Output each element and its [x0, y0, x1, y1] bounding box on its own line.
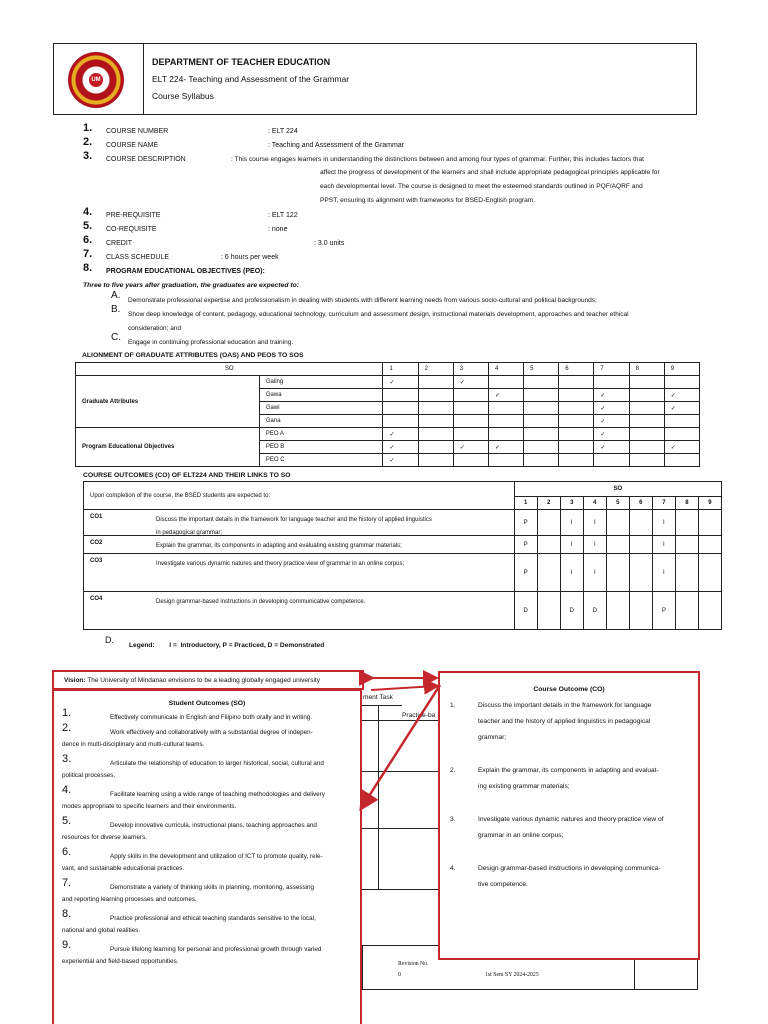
so-column-header: 7 [652, 497, 675, 510]
university-seal-logo: UM [68, 52, 124, 108]
so-column-header: 8 [629, 363, 664, 376]
so-item-continuation: and reporting learning processes and outcomes. [62, 896, 197, 903]
co-popup-line: grammar in an online corpus; [478, 832, 564, 839]
so-item-number: 4. [62, 784, 72, 796]
co-mark-cell: I [583, 510, 606, 536]
so-item-continuation: political processes. [62, 772, 116, 779]
co-mark-cell: D [560, 592, 583, 630]
co-code: CO3 [90, 558, 103, 564]
so-item-continuation: national and global realities. [62, 927, 141, 934]
so-item-number: 5. [62, 815, 72, 827]
so-item-number: 6. [62, 846, 72, 858]
co-mark-cell: D [514, 592, 537, 630]
so-column-header: 1 [514, 497, 537, 510]
co-code: CO1 [90, 514, 103, 520]
so-column-header: 4 [488, 363, 523, 376]
row-label: PEO A [259, 428, 383, 441]
check-cell: ✓ [664, 402, 699, 415]
so-column-header: 5 [524, 363, 559, 376]
check-cell: ✓ [383, 428, 418, 441]
co-mark-cell: I [560, 554, 583, 592]
co-popup-line: Discuss the important details in the framework for language [478, 702, 652, 709]
co-popup-line: tive competence. [478, 881, 528, 888]
so-item-text: Develop innovative curricula, instructional plans, teaching approaches and [110, 822, 317, 829]
co-popup-number: 4. [450, 865, 456, 872]
so-item-number: 1. [62, 707, 72, 719]
so-column-header: 6 [559, 363, 594, 376]
so-item-text: Facilitate learning using a wide range of teaching methodologies and delivery [110, 791, 325, 798]
document-type: Course Syllabus [152, 91, 214, 101]
so-item-continuation: dence in multi-disciplinary and multi-cultural teams. [62, 741, 205, 748]
so-item-text: Demonstrate a variety of thinking skills in planning, monitoring, assessing [110, 884, 315, 891]
co-popup-line: ing existing grammar materials; [478, 783, 570, 790]
so-item-number: 9. [62, 939, 72, 951]
co-mark-cell: P [514, 554, 537, 592]
check-cell: ✓ [594, 415, 629, 428]
co-mark-cell: D [583, 592, 606, 630]
co-mark-cell: I [560, 536, 583, 554]
so-column-header: 3 [453, 363, 488, 376]
row-label: Gawi [259, 402, 383, 415]
course-title: ELT 224- Teaching and Assessment of the Grammar [152, 74, 350, 84]
arrow-line [362, 685, 440, 807]
check-cell: ✓ [383, 376, 418, 389]
so-item-continuation: vant, and sustainable educational practices. [62, 865, 185, 872]
co-text-line1: Explain the grammar, its components in adapting and evaluating existing grammar materials; [156, 543, 402, 549]
check-cell: ✓ [594, 389, 629, 402]
co-popup-number: 2. [450, 767, 456, 774]
so-column-header: 5 [606, 497, 629, 510]
co-table-title: COURSE OUTCOMES (CO) OF ELT224 AND THEIR LINKS TO SO [83, 472, 291, 479]
co-popup-number: 3. [450, 816, 456, 823]
co-text-line1: Investigate various dynamic natures and theory practice view of grammar in an online corpus; [156, 561, 405, 567]
so-item-text: Work effectively and collaboratively with a substantial degree of indepen- [110, 729, 313, 736]
so-item-number: 3. [62, 753, 72, 765]
so-item-continuation: modes appropriate to specific learners and their environments. [62, 803, 237, 810]
co-mark-cell: I [652, 536, 675, 554]
so-column-header: 2 [537, 497, 560, 510]
row-label: PEO C [259, 454, 383, 467]
check-cell: ✓ [594, 441, 629, 454]
co-intro-cell: Upon completion of the course, the BSED students are expected to: [84, 482, 515, 510]
so-item-text: Apply skills in the development and utilization of ICT to promote quality, rele- [110, 853, 323, 860]
co-popup-line: Design grammar-based instructions in developing communica- [478, 865, 661, 872]
so-item-text: Pursue lifelong learning for personal and professional growth through varied [110, 946, 322, 953]
co-text-line1: Discuss the important details in the framework for language teacher and the history of applied linguistics [156, 517, 432, 523]
co-mark-cell: I [652, 510, 675, 536]
co-code: CO4 [90, 596, 103, 602]
group-label: Graduate Attributes [76, 376, 260, 428]
so-item-continuation: experiential and field-based opportunities. [62, 958, 179, 965]
check-cell: ✓ [383, 454, 418, 467]
check-cell: ✓ [664, 441, 699, 454]
co-popup-line: grammar; [478, 734, 507, 741]
alignment-title: ALIONMENT OF GRADUATE ATTRIBUTES (OAS) AND PEOS TO SOS [82, 352, 304, 359]
co-text-line1: Design grammar-based instructions in developing communicative competence. [156, 599, 366, 605]
so-item-text: Effectively communicate in English and Filipino both orally and in writing. [110, 714, 313, 721]
row-label: PEO B [259, 441, 383, 454]
check-cell: ✓ [488, 441, 523, 454]
so-item-continuation: resources for diverse learners. [62, 834, 148, 841]
check-cell: ✓ [383, 441, 418, 454]
so-column-header: 3 [560, 497, 583, 510]
co-mark-cell: P [652, 592, 675, 630]
co-popup-line: teacher and the history of applied linguistics in pedagogical [478, 718, 651, 725]
so-column-header: 4 [583, 497, 606, 510]
co-popup-number: 1. [450, 702, 456, 709]
co-popup-line: Investigate various dynamic natures and theory practice view of [478, 816, 664, 823]
check-cell: ✓ [488, 389, 523, 402]
co-mark-cell: I [583, 554, 606, 592]
so-column-header: 7 [594, 363, 629, 376]
co-popup-title: Course Outcome (CO) [533, 686, 605, 693]
so-column-header: 9 [664, 363, 699, 376]
so-item-text: Articulate the relationship of education to larger historical, social, cultural and [110, 760, 324, 767]
so-column-header: 8 [675, 497, 698, 510]
so-column-header: 9 [698, 497, 721, 510]
description-line: PPST, ensuring its alignment with frameworks for BSED-English program. [320, 197, 536, 204]
co-mark-cell: P [514, 510, 537, 536]
check-cell: ✓ [664, 389, 699, 402]
row-label: Galing [259, 376, 383, 389]
so-header-cell: SO [514, 482, 721, 497]
co-mark-cell: I [583, 536, 606, 554]
so-header-cell: SO [76, 363, 383, 376]
check-cell: ✓ [453, 441, 488, 454]
row-label: Gawa [259, 389, 383, 402]
so-item-number: 8. [62, 908, 72, 920]
description-line: each developmental level. The course is designed to meet the esteemed standards outlined in PQF/AQRF and [320, 183, 643, 190]
so-item-number: 7. [62, 877, 72, 889]
so-item-text: Practice professional and ethical teaching standards sensitive to the local, [110, 915, 316, 922]
check-cell: ✓ [594, 428, 629, 441]
co-mark-cell: P [514, 536, 537, 554]
row-label: Gana [259, 415, 383, 428]
vision-box: Vision: The University of Mindanao envisions to be a leading globally engaged university [52, 670, 364, 690]
so-column-header: 6 [629, 497, 652, 510]
check-cell: ✓ [594, 402, 629, 415]
so-popup-title: Student Outcomes (SO) [168, 700, 246, 707]
co-mark-cell: I [560, 510, 583, 536]
co-popup-line: Explain the grammar, its components in adapting and evaluat- [478, 767, 659, 774]
so-item-number: 2. [62, 722, 72, 734]
arrow-line [371, 686, 436, 690]
co-mark-cell: I [652, 554, 675, 592]
co-code: CO2 [90, 540, 103, 546]
so-column-header: 1 [383, 363, 418, 376]
co-text-line2: in pedagogical grammar; [156, 530, 223, 536]
department-title: DEPARTMENT OF TEACHER EDUCATION [152, 57, 331, 67]
description-line: affect the progress of development of the learners and shall include appropriate pedagogical principles applicable for [320, 169, 660, 176]
check-cell: ✓ [453, 376, 488, 389]
so-column-header: 2 [418, 363, 453, 376]
legend: Legend: I = Introductory, P = Practiced, D = Demonstrated [129, 642, 325, 649]
group-label: Program Educational Objectives [76, 428, 260, 467]
